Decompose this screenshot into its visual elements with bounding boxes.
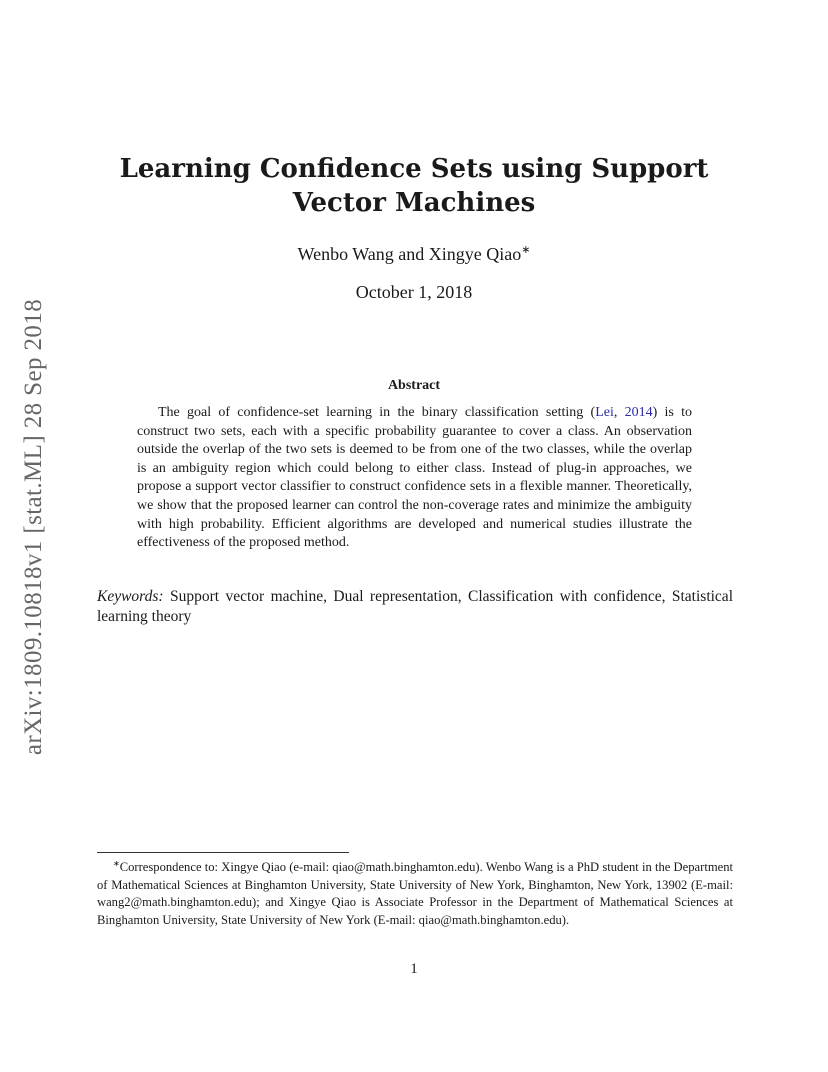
footnote-divider [97,852,349,853]
footnote [97,855,733,930]
citation-separator: , [613,405,625,420]
citation-year-link[interactable]: 2014 [624,405,653,420]
abstract-text-rest: ) is to construct two sets, each with a specific probability guarantee to cover a class. An observation outside the overlap of the two sets is deemed to be from one of the two classes, while the overlap is an ambiguity region which could belong to either class. Instead of plug-in approaches, we propose a support vector classifier to construct confidence sets in a flexible manner. Theoretically, we show that the proposed learner can control the non-coverage rates and minimize the ambiguity with high probability. Efficient algorithms are developed and numerical studies illustrate the effectiveness of the proposed method. [137,405,693,551]
citation-author-link[interactable]: Lei [595,405,614,420]
author-footnote-mark[interactable]: ∗ [521,244,531,256]
keywords [97,587,733,627]
publication-date: October 1, 2018 [355,282,473,302]
footnote-mark: ∗ [113,859,120,868]
keywords-list: Support vector machine, Dual representation, Classification with confidence, Statistical learning theory [97,588,733,625]
title-line-1: Learning Confidence Sets using Support [119,154,709,184]
arxiv-identifier-stamp: arXiv:1809.10818v1 [stat.ML] 28 Sep 2018 [20,298,47,756]
keywords-label: Keywords: [97,588,164,605]
abstract-body [137,404,692,553]
author-names: Wenbo Wang and Xingye Qiao [297,244,522,264]
authors [0,243,828,265]
title-line-2: Vector Machines [292,188,536,218]
page-number: 1 [410,961,418,977]
footnote-text: Correspondence to: Xingye Qiao (e-mail: qiao@math.binghamton.edu). Wenbo Wang is a PhD student in the Department of Mathematical Sciences at Binghamton University, State University of New York, Binghamton, New York, 13902 (E-mail: wang2@math.binghamton.edu); and Xingye Qiao is Associate Professor in the Department of Mathematical Sciences at Binghamton University, State University of New York (E-mail: qiao@math.binghamton.edu). [97,860,733,927]
abstract-text-start: The goal of confidence-set learning in the binary classification setting ( [158,405,596,420]
paper-title [0,152,828,220]
abstract-heading: Abstract [387,378,441,393]
